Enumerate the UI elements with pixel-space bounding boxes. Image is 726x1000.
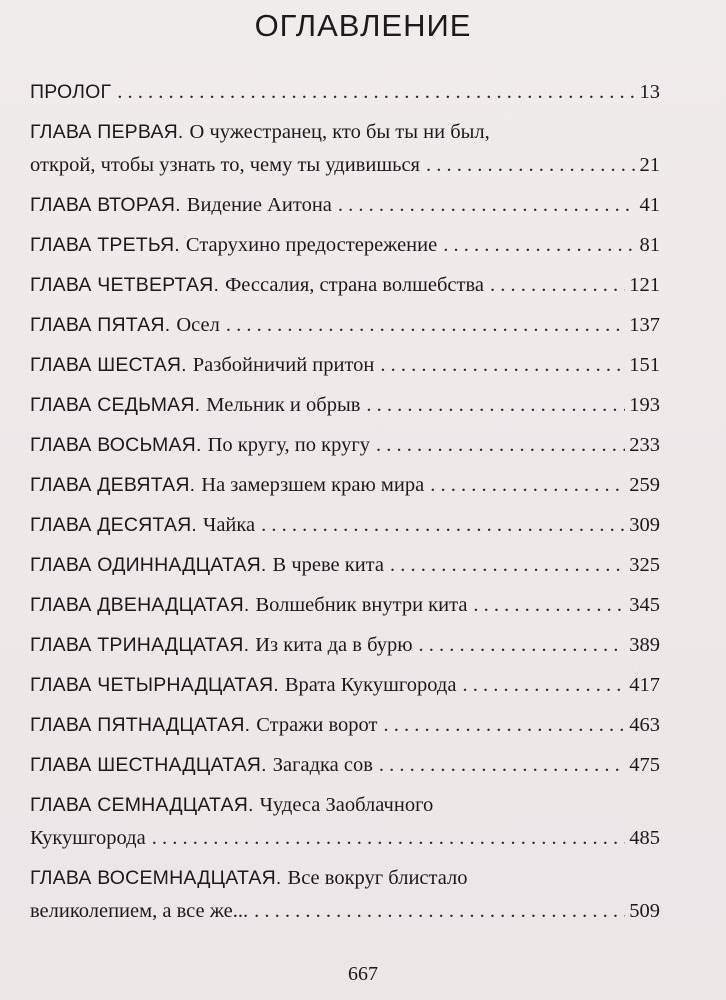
dot-leader bbox=[226, 309, 625, 342]
chapter-heading: ГЛАВА ТРИНАДЦАТАЯ. bbox=[30, 634, 250, 656]
chapter-page-number: 21 bbox=[639, 154, 660, 176]
toc-entry-line bbox=[30, 149, 660, 182]
chapter-heading: ГЛАВА ОДИННАДЦАТАЯ. bbox=[30, 554, 267, 576]
toc-entry bbox=[30, 429, 660, 462]
chapter-page-number: 325 bbox=[629, 554, 660, 576]
toc-entry bbox=[30, 309, 660, 342]
toc-entry bbox=[30, 189, 660, 222]
chapter-page-number: 509 bbox=[629, 900, 660, 922]
chapter-title: открой, чтобы узнать то, чему ты удивишься bbox=[30, 154, 420, 176]
toc-entry bbox=[30, 509, 660, 542]
dot-leader bbox=[117, 76, 635, 109]
toc-entry-line bbox=[30, 269, 660, 302]
toc-entry bbox=[30, 589, 660, 622]
dot-leader bbox=[379, 749, 625, 782]
chapter-heading: ГЛАВА ПЯТНАДЦАТАЯ. bbox=[30, 714, 251, 736]
toc-entry bbox=[30, 76, 660, 109]
chapter-heading: ГЛАВА ДЕСЯТАЯ. bbox=[30, 514, 197, 536]
toc-entry-line bbox=[30, 76, 660, 109]
chapter-title: В чреве кита bbox=[272, 554, 384, 576]
toc-entry bbox=[30, 629, 660, 662]
dot-leader bbox=[443, 229, 635, 262]
dot-leader bbox=[490, 269, 625, 302]
chapter-page-number: 309 bbox=[629, 514, 660, 536]
toc-entry bbox=[30, 116, 660, 182]
chapter-heading: ГЛАВА ВОСЕМНАДЦАТАЯ. bbox=[30, 867, 282, 889]
dot-leader bbox=[261, 509, 625, 542]
table-of-contents bbox=[30, 76, 660, 935]
toc-entry-line bbox=[30, 509, 660, 542]
chapter-title: Стражи ворот bbox=[256, 714, 378, 736]
toc-entry-line bbox=[30, 822, 660, 855]
toc-entry-line bbox=[30, 789, 660, 822]
toc-entry bbox=[30, 349, 660, 382]
chapter-page-number: 233 bbox=[629, 434, 660, 456]
toc-entry-line bbox=[30, 189, 660, 222]
dot-leader bbox=[152, 822, 626, 855]
toc-entry-line bbox=[30, 589, 660, 622]
toc-entry-line bbox=[30, 749, 660, 782]
toc-entry-line bbox=[30, 669, 660, 702]
toc-entry-line bbox=[30, 549, 660, 582]
toc-entry bbox=[30, 229, 660, 262]
chapter-page-number: 151 bbox=[629, 354, 660, 376]
toc-entry bbox=[30, 469, 660, 502]
chapter-heading: ГЛАВА СЕДЬМАЯ. bbox=[30, 394, 201, 416]
chapter-title: Старухино предостережение bbox=[185, 234, 438, 256]
toc-entry bbox=[30, 269, 660, 302]
toc-entry-line bbox=[30, 709, 660, 742]
chapter-heading: ГЛАВА ПЯТАЯ. bbox=[30, 314, 171, 336]
dot-leader bbox=[254, 895, 625, 928]
chapter-title: Врата Кукушгорода bbox=[284, 674, 457, 696]
chapter-page-number: 193 bbox=[629, 394, 660, 416]
chapter-title: По кругу, по кругу bbox=[207, 434, 370, 456]
chapter-heading: ГЛАВА ШЕСТНАДЦАТАЯ. bbox=[30, 754, 267, 776]
toc-entry bbox=[30, 789, 660, 855]
toc-entry bbox=[30, 389, 660, 422]
chapter-heading: ГЛАВА ДЕВЯТАЯ. bbox=[30, 474, 196, 496]
toc-entry-line bbox=[30, 116, 660, 149]
chapter-title: Все вокруг блистало bbox=[287, 867, 468, 889]
chapter-title: Волшебник внутри кита bbox=[255, 594, 468, 616]
chapter-heading: ГЛАВА ПЕРВАЯ. bbox=[30, 121, 184, 143]
chapter-heading: ГЛАВА СЕМНАДЦАТАЯ. bbox=[30, 794, 254, 816]
chapter-heading: ПРОЛОГ bbox=[30, 81, 112, 103]
chapter-title: О чужестранец, кто бы ты ни был, bbox=[189, 121, 490, 143]
chapter-page-number: 81 bbox=[639, 234, 660, 256]
dot-leader bbox=[376, 429, 625, 462]
toc-entry-line bbox=[30, 229, 660, 262]
chapter-title: Разбойничий притон bbox=[192, 354, 375, 376]
chapter-title: Видение Аитона bbox=[186, 194, 332, 216]
toc-entry bbox=[30, 749, 660, 782]
toc-entry bbox=[30, 669, 660, 702]
chapter-page-number: 463 bbox=[629, 714, 660, 736]
toc-entry-line bbox=[30, 349, 660, 382]
dot-leader bbox=[462, 669, 625, 702]
dot-leader bbox=[366, 389, 625, 422]
dot-leader bbox=[426, 149, 636, 182]
chapter-page-number: 259 bbox=[629, 474, 660, 496]
chapter-heading: ГЛАВА ДВЕНАДЦАТАЯ. bbox=[30, 594, 250, 616]
chapter-heading: ГЛАВА ВОСЬМАЯ. bbox=[30, 434, 202, 456]
toc-entry-line bbox=[30, 309, 660, 342]
chapter-title: Загадка сов bbox=[272, 754, 373, 776]
dot-leader bbox=[390, 549, 625, 582]
toc-entry-line bbox=[30, 389, 660, 422]
chapter-page-number: 417 bbox=[629, 674, 660, 696]
chapter-page-number: 121 bbox=[629, 274, 660, 296]
chapter-heading: ГЛАВА ШЕСТАЯ. bbox=[30, 354, 187, 376]
chapter-heading: ГЛАВА ТРЕТЬЯ. bbox=[30, 234, 180, 256]
toc-entry-line bbox=[30, 469, 660, 502]
chapter-title: Фессалия, страна волшебства bbox=[225, 274, 484, 296]
chapter-title: Чайка bbox=[203, 514, 256, 536]
toc-entry bbox=[30, 862, 660, 928]
chapter-heading: ГЛАВА ВТОРАЯ. bbox=[30, 194, 181, 216]
chapter-title: Чудеса Заоблачного bbox=[259, 794, 434, 816]
dot-leader bbox=[338, 189, 636, 222]
chapter-heading: ГЛАВА ЧЕТВЕРТАЯ. bbox=[30, 274, 220, 296]
chapter-title: Осел bbox=[176, 314, 220, 336]
chapter-page-number: 41 bbox=[639, 194, 660, 216]
dot-leader bbox=[430, 469, 625, 502]
chapter-page-number: 137 bbox=[629, 314, 660, 336]
dot-leader bbox=[473, 589, 625, 622]
chapter-page-number: 389 bbox=[629, 634, 660, 656]
toc-entry-line bbox=[30, 629, 660, 662]
chapter-heading: ГЛАВА ЧЕТЫРНАДЦАТАЯ. bbox=[30, 674, 279, 696]
toc-entry-line bbox=[30, 429, 660, 462]
chapter-title: На замерзшем краю мира bbox=[201, 474, 425, 496]
chapter-title: Мельник и обрыв bbox=[206, 394, 361, 416]
toc-entry bbox=[30, 549, 660, 582]
dot-leader bbox=[383, 709, 625, 742]
dot-leader bbox=[419, 629, 626, 662]
chapter-page-number: 13 bbox=[639, 81, 660, 103]
chapter-page-number: 475 bbox=[629, 754, 660, 776]
toc-entry-line bbox=[30, 895, 660, 928]
chapter-page-number: 485 bbox=[629, 827, 660, 849]
chapter-page-number: 345 bbox=[629, 594, 660, 616]
toc-entry bbox=[30, 709, 660, 742]
chapter-title: великолепием, а все же... bbox=[30, 900, 249, 922]
page-number: 667 bbox=[348, 963, 378, 985]
chapter-title: Кукушгорода bbox=[30, 827, 146, 849]
dot-leader bbox=[380, 349, 625, 382]
chapter-title: Из кита да в бурю bbox=[255, 634, 413, 656]
toc-entry-line bbox=[30, 862, 660, 895]
page-title: ОГЛАВЛЕНИЕ bbox=[254, 8, 472, 43]
